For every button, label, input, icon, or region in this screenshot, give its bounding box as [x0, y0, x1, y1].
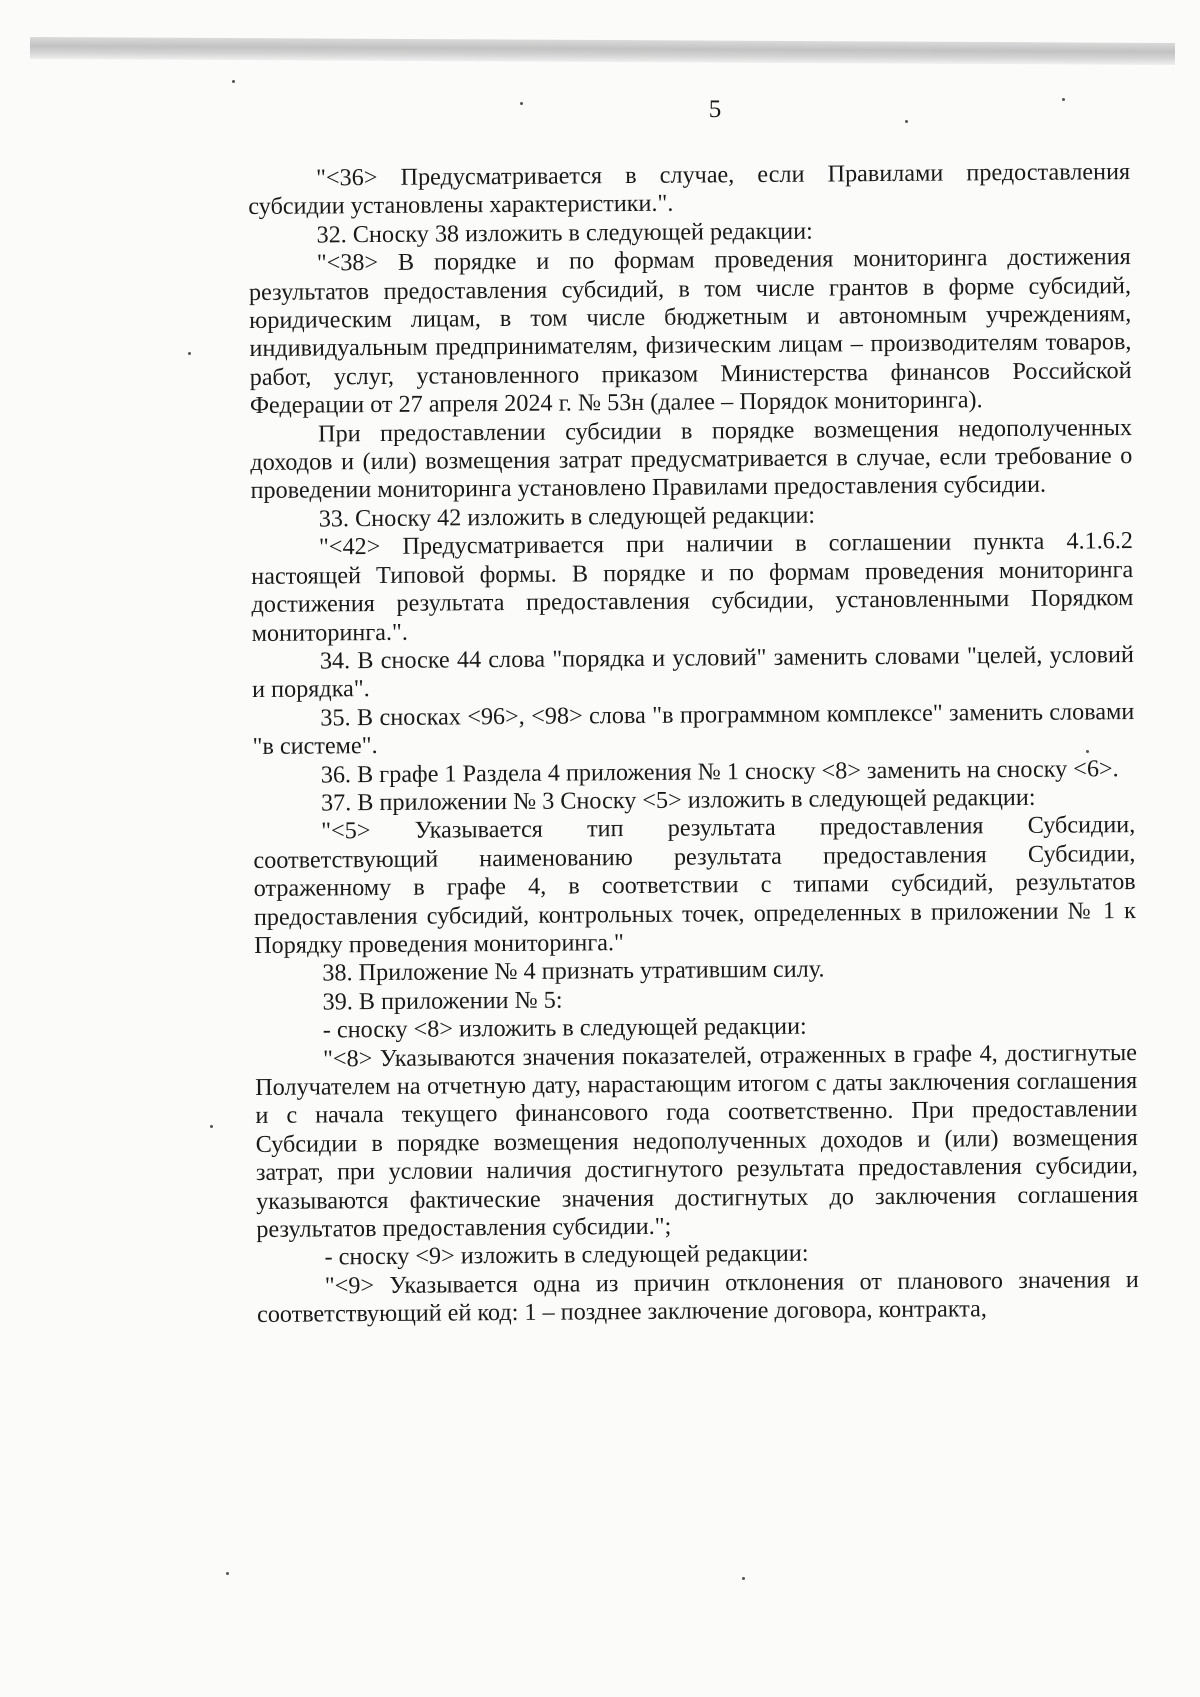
scan-speck [210, 1125, 213, 1128]
scan-speck [232, 80, 235, 83]
paragraph: "<8> Указываются значения показателей, отраженных в графе 4, достигнутые Получателем на отчетную дату, нарастающим итогом с даты заключения соглашения и с начала текущего финансового года соответственно. При предоставлении Субсидии в порядке возмещения недополученных доходов и (или) возмещения затрат, при условии наличия достигнутого результата предоставления субсидии, указываются фактические значения достигнутых до заключения соглашения результатов предоставления субсидии."; [255, 1038, 1139, 1243]
paragraph: - сноску <8> изложить в следующей редакции: [322, 1012, 807, 1044]
paragraph: - сноску <9> изложить в следующей редакции: [324, 1240, 809, 1271]
scan-speck [520, 102, 523, 105]
paragraph: "<42> Предусматривается при наличии в соглашении пункта 4.1.6.2 настоящей Типовой формы. В порядке и по формам проведения мониторинга достижения результата предоставления субсидии, установленными Порядком мониторинга.". [251, 527, 1134, 647]
scan-speck [226, 1572, 229, 1575]
paragraph: 33. Сноску 42 изложить в следующей редакции: [318, 501, 816, 533]
paragraph: 39. В приложении № 5: [322, 986, 563, 1016]
scan-speck [188, 352, 191, 355]
paragraph: При предоставлении субсидии в порядке возмещения недополученных доходов и (или) возмещения затрат предусматривается в случае, если требование о проведении мониторинга установлено Правилами предоставления субсидии. [250, 413, 1133, 505]
scan-speck [742, 1577, 745, 1580]
paragraph: "<38> В порядке и по формам проведения мониторинга достижения результатов предоставления субсидий, в том числе грантов в форме субсидий, юридическим лицам, в том числе бюджетным и автономным учреждениям, индивидуальным предпринимателям, физическим лицам – производителям товаров, работ, услуг, установленного приказом Министерства финансов Российской Федерации от 27 апреля 2024 г. № 53н (далее – Порядок мониторинга). [248, 243, 1132, 420]
paragraph: 34. В сноске 44 слова "порядка и условий" заменить словами "целей, условий и порядка". [252, 640, 1134, 704]
paragraph: 38. Приложение № 4 признать утратившим силу. [322, 955, 825, 987]
paragraph: 35. В сносках <96>, <98> слова "в программном комплексе" заменить словами "в системе". [252, 697, 1135, 761]
page-number: 5 [708, 96, 722, 123]
scan-edge-shadow [30, 37, 1175, 65]
paragraph: "<36> Предусматривается в случае, если Правилами предоставления субсидии установлены характеристики.". [248, 158, 1131, 221]
paragraph: "<5> Указывается тип результата предоставления Субсидии, соответствующий наименованию результата предоставления Субсидии, отраженному в графе 4, в соответствии с типами субсидий, результатов предоставления субсидий, контрольных точек, определенных в приложении № 1 к Порядку проведения мониторинга." [253, 811, 1136, 959]
scan-speck [905, 120, 908, 123]
paragraph: 36. В графе 1 Раздела 4 приложения № 1 сноску <8> заменить на сноску <6>. [320, 754, 1119, 788]
paragraph: "<9> Указывается одна из причин отклонения от планового значения и соответствующий ей код: 1 – позднее заключение договора, контракта, [256, 1265, 1139, 1329]
paragraph: 37. В приложении № 3 Сноску <5> изложить в следующей редакции: [320, 783, 1036, 817]
document-body [248, 158, 1139, 1330]
paragraph: 32. Сноску 38 изложить в следующей редакции: [316, 217, 813, 249]
scan-speck [1062, 98, 1065, 101]
